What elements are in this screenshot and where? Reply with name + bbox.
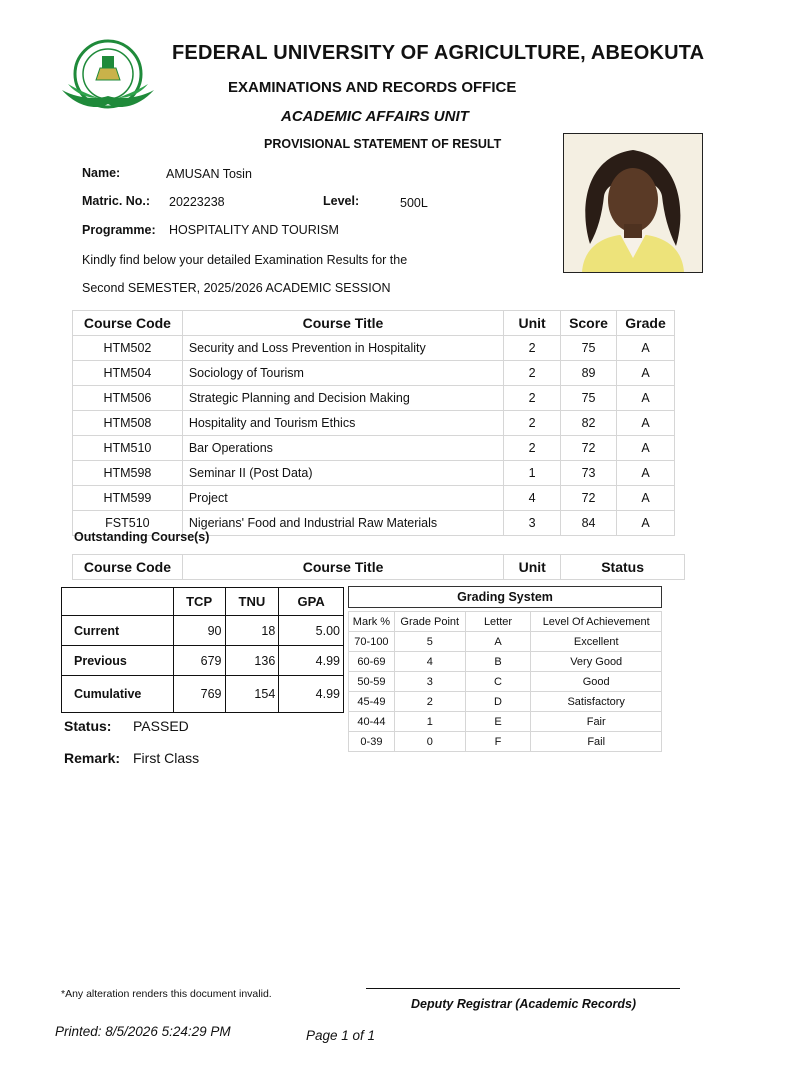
summary-header-gpa: GPA [279, 588, 344, 616]
header-unit: Unit [504, 311, 561, 336]
summary-label: Previous [62, 646, 174, 676]
course-unit: 2 [504, 386, 561, 411]
grading-system-title: Grading System [348, 586, 662, 608]
summary-header [62, 588, 344, 616]
header-grade: Grade [617, 311, 675, 336]
grading-mark: 40-44 [349, 712, 395, 732]
summary-row-current [62, 616, 344, 646]
summary-gpa: 4.99 [279, 646, 344, 676]
course-table-header [73, 311, 675, 336]
status-label: Status: [64, 718, 112, 734]
course-code: HTM506 [73, 386, 183, 411]
grading-row [349, 732, 662, 752]
summary-tnu: 18 [225, 616, 279, 646]
grading-row [349, 652, 662, 672]
university-logo [58, 38, 158, 118]
summary-row-cumulative [62, 676, 344, 713]
intro-line-2: Second SEMESTER, 2025/2026 ACADEMIC SESSION [82, 281, 391, 295]
summary-tnu: 154 [225, 676, 279, 713]
header-course-code: Course Code [73, 555, 183, 580]
grading-level: Very Good [531, 652, 662, 672]
student-photo [563, 133, 703, 273]
unit-name: ACADEMIC AFFAIRS UNIT [281, 108, 469, 125]
course-title: Strategic Planning and Decision Making [182, 386, 503, 411]
course-title: Seminar II (Post Data) [182, 461, 503, 486]
grading-mark: 50-59 [349, 672, 395, 692]
header-score: Score [561, 311, 617, 336]
grading-letter: D [465, 692, 531, 712]
grading-header-level: Level Of Achievement [531, 612, 662, 632]
grading-point: 3 [394, 672, 465, 692]
grading-point: 2 [394, 692, 465, 712]
summary-tcp: 679 [173, 646, 225, 676]
grading-header [349, 612, 662, 632]
summary-header-tnu: TNU [225, 588, 279, 616]
page-number: Page 1 of 1 [306, 1028, 376, 1043]
outstanding-courses-table [72, 554, 685, 580]
matric-number: 20223238 [169, 195, 225, 209]
course-code: HTM598 [73, 461, 183, 486]
summary-label: Cumulative [62, 676, 174, 713]
course-grade: A [617, 461, 675, 486]
grading-level: Fail [531, 732, 662, 752]
outstanding-courses-title: Outstanding Course(s) [74, 530, 210, 544]
course-unit: 3 [504, 511, 561, 536]
summary-gpa: 5.00 [279, 616, 344, 646]
name-label: Name: [82, 166, 121, 180]
alteration-note: *Any alteration renders this document invalid. [61, 988, 272, 1000]
grading-row [349, 632, 662, 652]
grading-letter: B [465, 652, 531, 672]
summary-gpa: 4.99 [279, 676, 344, 713]
course-score: 75 [561, 336, 617, 361]
course-unit: 2 [504, 361, 561, 386]
summary-label: Current [62, 616, 174, 646]
course-title: Bar Operations [182, 436, 503, 461]
grading-mark: 45-49 [349, 692, 395, 712]
header-course-title: Course Title [182, 555, 503, 580]
status-value: PASSED [133, 718, 189, 734]
summary-tcp: 90 [173, 616, 225, 646]
document-title: PROVISIONAL STATEMENT OF RESULT [264, 137, 502, 151]
course-code: HTM599 [73, 486, 183, 511]
course-grade: A [617, 411, 675, 436]
grading-mark: 70-100 [349, 632, 395, 652]
course-score: 82 [561, 411, 617, 436]
course-score: 73 [561, 461, 617, 486]
signature-line [366, 988, 680, 989]
course-unit: 1 [504, 461, 561, 486]
grading-row [349, 712, 662, 732]
course-title: Security and Loss Prevention in Hospitality [182, 336, 503, 361]
course-unit: 4 [504, 486, 561, 511]
course-code: HTM510 [73, 436, 183, 461]
course-title: Nigerians' Food and Industrial Raw Materials [182, 511, 503, 536]
course-title: Project [182, 486, 503, 511]
course-code: HTM504 [73, 361, 183, 386]
header-course-code: Course Code [73, 311, 183, 336]
course-results-table [72, 310, 675, 536]
university-name: FEDERAL UNIVERSITY OF AGRICULTURE, ABEOKUTA [172, 42, 705, 64]
course-row [73, 436, 675, 461]
summary-header-tcp: TCP [173, 588, 225, 616]
grading-letter: E [465, 712, 531, 732]
outstanding-table-header [73, 555, 685, 580]
header-status: Status [561, 555, 685, 580]
grading-letter: C [465, 672, 531, 692]
grading-header-mark: Mark % [349, 612, 395, 632]
course-grade: A [617, 386, 675, 411]
course-row [73, 461, 675, 486]
level-label: Level: [323, 194, 360, 208]
grading-level: Excellent [531, 632, 662, 652]
programme-label: Programme: [82, 223, 156, 237]
gpa-summary-table [61, 587, 344, 713]
course-score: 72 [561, 486, 617, 511]
matric-label: Matric. No.: [82, 194, 151, 208]
office-name: EXAMINATIONS AND RECORDS OFFICE [228, 79, 517, 96]
student-name: AMUSAN Tosin [166, 167, 252, 181]
grading-letter: F [465, 732, 531, 752]
grading-row [349, 672, 662, 692]
course-grade: A [617, 511, 675, 536]
signatory-title: Deputy Registrar (Academic Records) [411, 997, 637, 1011]
programme-name: HOSPITALITY AND TOURISM [169, 223, 339, 237]
grading-level: Good [531, 672, 662, 692]
course-score: 84 [561, 511, 617, 536]
grading-level: Satisfactory [531, 692, 662, 712]
course-row [73, 361, 675, 386]
summary-tnu: 136 [225, 646, 279, 676]
course-unit: 2 [504, 411, 561, 436]
grading-row [349, 692, 662, 712]
course-code: HTM508 [73, 411, 183, 436]
course-code: HTM502 [73, 336, 183, 361]
course-row [73, 386, 675, 411]
grading-point: 5 [394, 632, 465, 652]
course-score: 75 [561, 386, 617, 411]
course-grade: A [617, 361, 675, 386]
grading-level: Fair [531, 712, 662, 732]
grading-header-letter: Letter [465, 612, 531, 632]
course-title: Sociology of Tourism [182, 361, 503, 386]
intro-line-1: Kindly find below your detailed Examination Results for the [82, 253, 408, 267]
course-score: 72 [561, 436, 617, 461]
course-unit: 2 [504, 436, 561, 461]
course-grade: A [617, 486, 675, 511]
grading-point: 0 [394, 732, 465, 752]
grading-mark: 0-39 [349, 732, 395, 752]
header-unit: Unit [504, 555, 561, 580]
course-unit: 2 [504, 336, 561, 361]
course-score: 89 [561, 361, 617, 386]
remark-label: Remark: [64, 750, 121, 766]
course-grade: A [617, 336, 675, 361]
course-row [73, 411, 675, 436]
course-code: FST510 [73, 511, 183, 536]
course-title: Hospitality and Tourism Ethics [182, 411, 503, 436]
summary-header-blank [62, 588, 174, 616]
grading-header-point: Grade Point [394, 612, 465, 632]
course-grade: A [617, 436, 675, 461]
grading-point: 4 [394, 652, 465, 672]
grading-system-table [348, 611, 662, 752]
remark-value: First Class [133, 750, 200, 766]
course-row [73, 336, 675, 361]
grading-letter: A [465, 632, 531, 652]
grading-point: 1 [394, 712, 465, 732]
printed-timestamp: Printed: 8/5/2026 5:24:29 PM [55, 1024, 231, 1039]
summary-tcp: 769 [173, 676, 225, 713]
student-level: 500L [400, 196, 428, 210]
header-course-title: Course Title [182, 311, 503, 336]
grading-mark: 60-69 [349, 652, 395, 672]
summary-row-previous [62, 646, 344, 676]
course-row [73, 486, 675, 511]
